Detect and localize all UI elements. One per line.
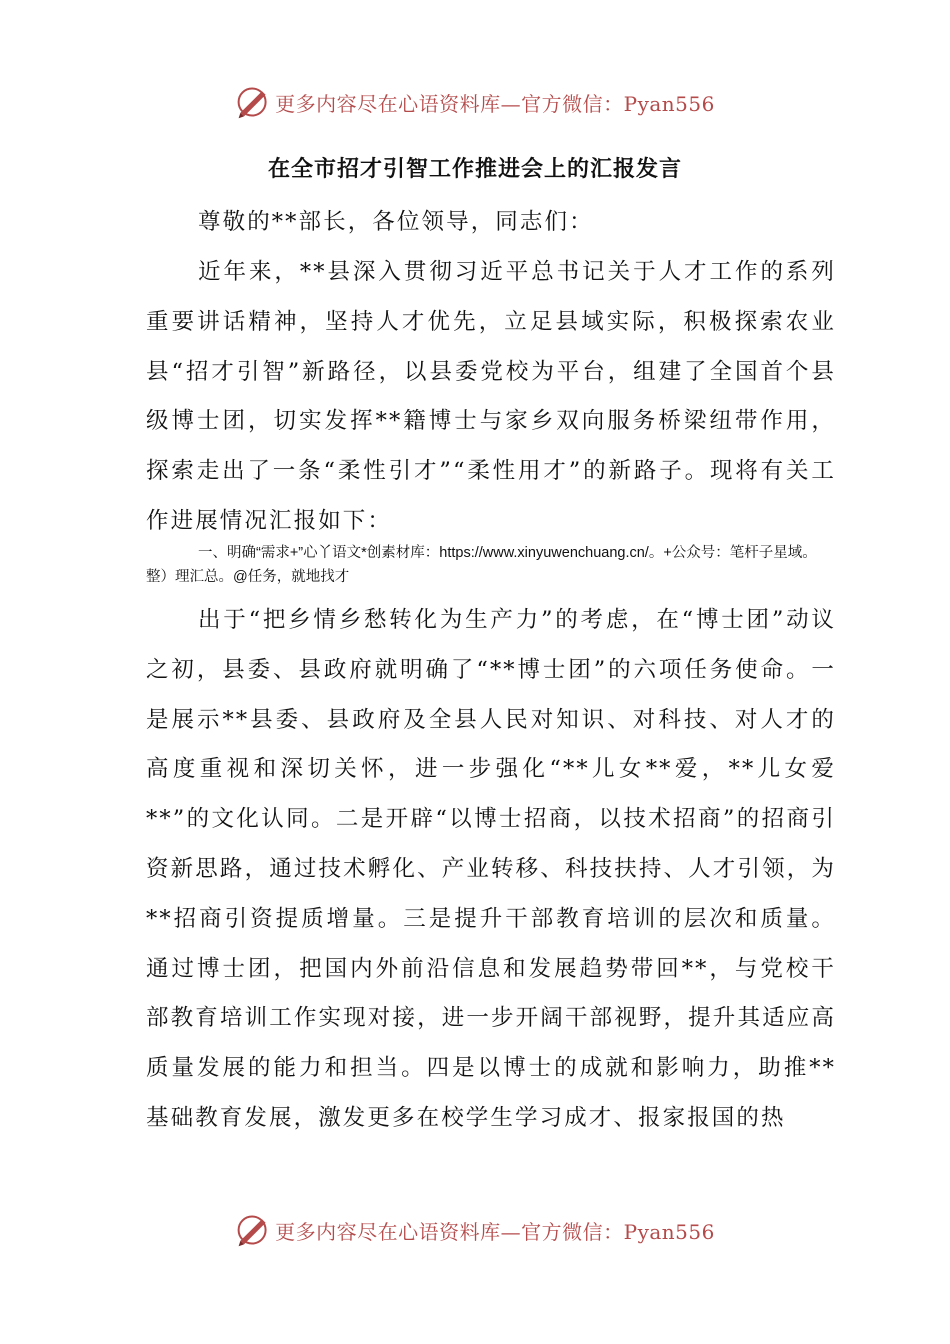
pen-logo-icon: [235, 1212, 271, 1248]
section-heading: 一、明确“需求+”心丫语文*创素材库：https://www.xinyuwenchuang.cn/。+公众号：笔杆子星域。整）理汇总。@任务，就地找才: [146, 545, 817, 585]
header-banner: [0, 82, 950, 122]
banner-text: 更多内容尽在心语资料库—官方微信：Pyan556: [275, 1219, 715, 1244]
greeting: 尊敬的**部长，各位领导，同志们：: [198, 209, 594, 235]
document-title: 在全市招才引智工作推进会上的汇报发言: [267, 156, 682, 182]
intro-paragraph: 近年来，**县深入贯彻习近平总书记关于人才工作的系列重要讲话精神，坚持人才优先，立足县域实际，积极探索农业县“招才引智”新路径，以县委党校为平台，组建了全国首个县级博士团，切实发挥**籍博士与家乡双向服务桥梁纽带作用，探索走出了一条“柔性引才”“柔性用才”的新路子。现将有关工作进展情况汇报如下：: [146, 259, 836, 534]
banner-text: 更多内容尽在心语资料库—官方微信：Pyan556: [275, 91, 715, 116]
footer-banner: [0, 1210, 950, 1250]
pen-logo-icon: [235, 84, 271, 120]
section-paragraph: 出于“把乡情乡愁转化为生产力”的考虑，在“博士团”动议之初，县委、县政府就明确了“**博士团”的六项任务使命。一是展示**县委、县政府及全县人民对知识、对科技、对人才的高度重视和深切关怀，进一步强化“**儿女**爱，**儿女爱**”的文化认同。二是开辟“以博士招商，以技术招商”的招商引资新思路，通过技术孵化、产业转移、科技扶持、人才引领，为**招商引资提质增量。三是提升干部教育培训的层次和质量。通过博士团，把国内外前沿信息和发展趋势带回**，与党校干部教育培训工作实现对接，进一步开阔干部视野，提升其适应高质量发展的能力和担当。四是以博士的成就和影响力，助推**基础教育发展，激发更多在校学生学习成才、报家报国的热: [146, 607, 836, 1131]
